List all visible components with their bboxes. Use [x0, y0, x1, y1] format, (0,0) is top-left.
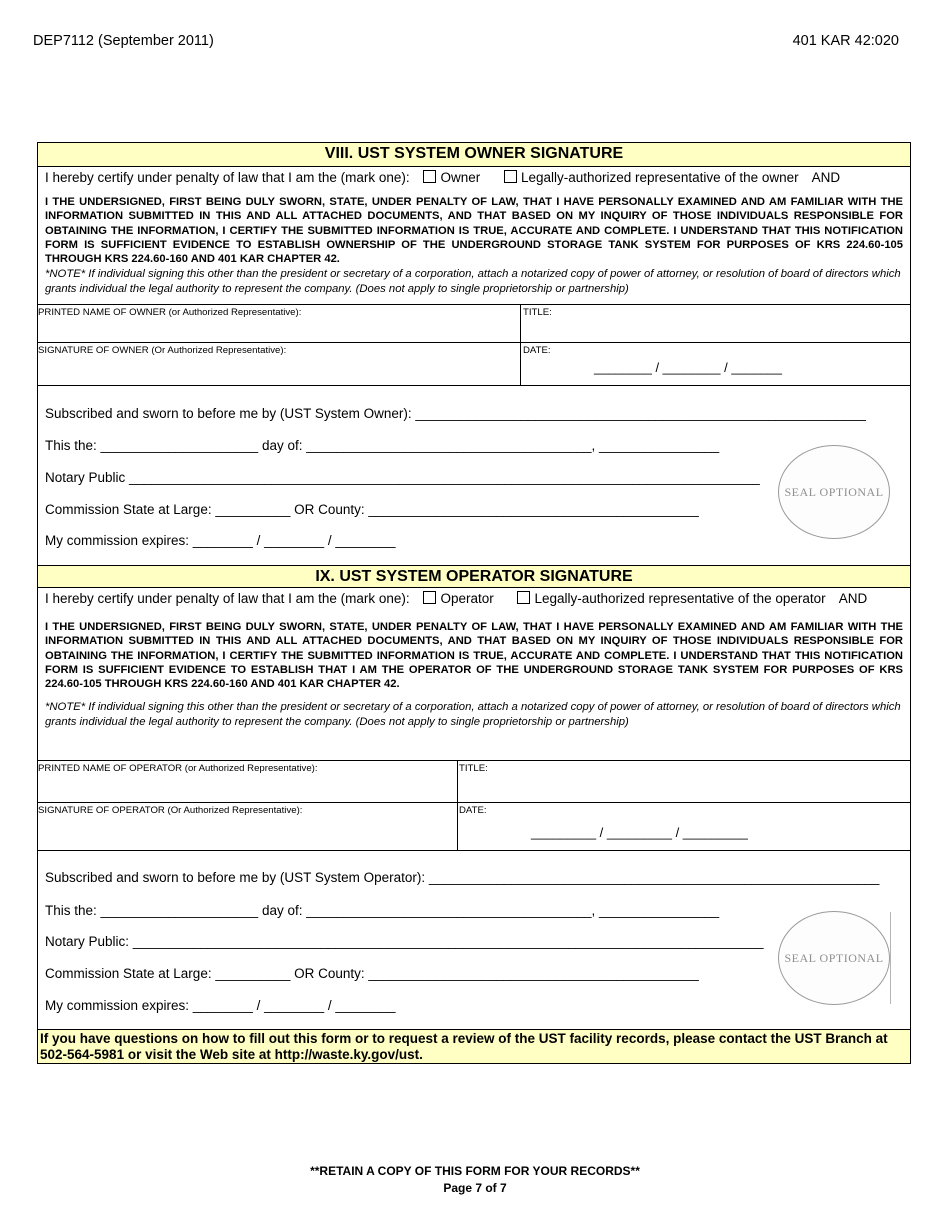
operator-expires-line[interactable]: My commission expires: ________ / ________ / ________: [45, 998, 396, 1013]
operator-title-label: TITLE:: [459, 763, 488, 774]
owner-date-label: DATE:: [523, 345, 551, 356]
operator-signature-label: SIGNATURE OF OPERATOR (Or Authorized Representative):: [38, 805, 303, 816]
divider: [38, 304, 910, 305]
operator-this-the-line[interactable]: This the: _____________________ day of: ______________________________________, ________________: [45, 903, 720, 918]
owner-signature-label: SIGNATURE OF OWNER (Or Authorized Representative):: [38, 345, 287, 356]
operator-section-title: IX. UST SYSTEM OPERATOR SIGNATURE: [38, 566, 910, 588]
operator-and-text: AND: [838, 591, 868, 606]
operator-printed-name-label: PRINTED NAME OF OPERATOR (or Authorized Representative):: [38, 763, 318, 774]
operator-date-field[interactable]: _________ / _________ / _________: [531, 825, 748, 840]
operator-sworn-statement: I THE UNDERSIGNED, FIRST BEING DULY SWORN, STATE, UNDER PENALTY OF LAW, THAT I HAVE PERSONALLY EXAMINED AND AM FAMILIAR WITH THE INFORMATION SUBMITTED IN THIS AND ALL ATTACHED DOCUMENTS, AND THAT BASED ON MY INQUIRY OF THOSE INDIVIDUALS RESPONSIBLE FOR OBTAINING THE INFORMATION, I CERTIFY THE SUBMITTED INFORMATION IS TRUE, ACCURATE AND COMPLETE. I UNDERSTAND THAT THIS NOTIFICATION FORM IS SUFFICIENT EVIDENCE TO ESTABLISH THAT I AM THE OPERATOR OF THE UNDERGROUND STORAGE TANK SYSTEM FOR PURPOSES OF KRS 224.60-105 THROUGH KRS 224.60-160 AND 401 KAR CHAPTER 42.: [45, 621, 903, 691]
owner-and-text: AND: [811, 170, 841, 185]
divider: [38, 385, 910, 386]
divider: [520, 304, 521, 385]
operator-option-label: Operator: [440, 591, 494, 606]
divider: [38, 760, 910, 761]
owner-sworn-statement: I THE UNDERSIGNED, FIRST BEING DULY SWORN, STATE, UNDER PENALTY OF LAW, THAT I HAVE PERSONALLY EXAMINED AND AM FAMILIAR WITH THE INFORMATION SUBMITTED IN THIS AND ALL ATTACHED DOCUMENTS, AND THAT BASED ON MY INQUIRY OF THOSE INDIVIDUALS RESPONSIBLE FOR OBTAINING THE INFORMATION, I CERTIFY THE SUBMITTED INFORMATION IS TRUE, ACCURATE AND COMPLETE. I UNDERSTAND THAT THIS NOTIFICATION FORM IS SUFFICIENT EVIDENCE TO ESTABLISH OWNERSHIP OF THE UNDERGROUND STORAGE TANK SYSTEM FOR PURPOSES OF KRS 224.60-105 THROUGH KRS 224.60-160 AND 401 KAR CHAPTER 42.: [45, 196, 903, 266]
seal-edge-line: [890, 912, 891, 1004]
operator-subscribed-line[interactable]: Subscribed and sworn to before me by (UST System Operator): ____________________________________________________________: [45, 870, 880, 885]
retain-copy-notice: **RETAIN A COPY OF THIS FORM FOR YOUR RECORDS**: [310, 1164, 640, 1178]
operator-seal-placeholder: SEAL OPTIONAL: [778, 911, 890, 1005]
page-number: Page 7 of 7: [443, 1181, 507, 1195]
divider: [38, 802, 910, 803]
owner-this-the-line[interactable]: This the: _____________________ day of: ______________________________________, ________________: [45, 438, 720, 453]
operator-certify-line: [45, 591, 867, 606]
contact-info-banner: If you have questions on how to fill out this form or to request a review of the UST facility records, please contact the UST Branch at 502-564-5981 or visit the Web site at http://waste.ky.gov/ust.: [37, 1029, 911, 1064]
divider: [457, 760, 458, 850]
divider: [38, 850, 910, 851]
owner-representative-label: Legally-authorized representative of the owner: [520, 170, 799, 185]
operator-certify-text: I hereby certify under penalty of law that I am the (mark one):: [45, 591, 410, 606]
owner-commission-line[interactable]: Commission State at Large: __________ OR County: ____________________________________________: [45, 502, 699, 517]
operator-notary-public-line[interactable]: Notary Public: ____________________________________________________________________________________: [45, 934, 764, 949]
owner-seal-placeholder: SEAL OPTIONAL: [778, 445, 890, 539]
regulation-ref: 401 KAR 42:020: [792, 33, 899, 49]
operator-date-label: DATE:: [459, 805, 487, 816]
owner-certify-line: [45, 170, 840, 185]
owner-printed-name-label: PRINTED NAME OF OWNER (or Authorized Representative):: [38, 307, 302, 318]
owner-option-label: Owner: [440, 170, 481, 185]
owner-subscribed-line[interactable]: Subscribed and sworn to before me by (UST System Owner): ____________________________________________________________: [45, 406, 866, 421]
owner-signature-section: [37, 142, 911, 566]
operator-representative-checkbox[interactable]: [517, 591, 530, 604]
owner-representative-checkbox[interactable]: [504, 170, 517, 183]
divider: [38, 342, 910, 343]
owner-certify-text: I hereby certify under penalty of law that I am the (mark one):: [45, 170, 410, 185]
owner-section-title: VIII. UST SYSTEM OWNER SIGNATURE: [38, 143, 910, 167]
form-id: DEP7112 (September 2011): [33, 33, 214, 49]
owner-checkbox[interactable]: [423, 170, 436, 183]
operator-note: *NOTE* If individual signing this other than the president or secretary of a corporation, attach a notarized copy of power of attorney, or resolution of board of directors which grants individual the legal authority to represent the company. (Does not apply to single proprietorship or partnership): [45, 701, 901, 728]
owner-date-field[interactable]: ________ / ________ / _______: [594, 360, 782, 375]
owner-note: *NOTE* If individual signing this other than the president or secretary of a corporation, attach a notarized copy of power of attorney, or resolution of board of directors which grants individual the legal authority to represent the company. (Does not apply to single proprietorship or partnership): [45, 268, 901, 295]
operator-representative-label: Legally-authorized representative of the operator: [534, 591, 826, 606]
owner-expires-line[interactable]: My commission expires: ________ / ________ / ________: [45, 533, 396, 548]
operator-signature-section: [37, 565, 911, 1030]
owner-notary-public-line[interactable]: Notary Public ____________________________________________________________________________________: [45, 470, 760, 485]
operator-checkbox[interactable]: [423, 591, 436, 604]
operator-commission-line[interactable]: Commission State at Large: __________ OR County: ____________________________________________: [45, 966, 699, 981]
owner-title-label: TITLE:: [523, 307, 552, 318]
